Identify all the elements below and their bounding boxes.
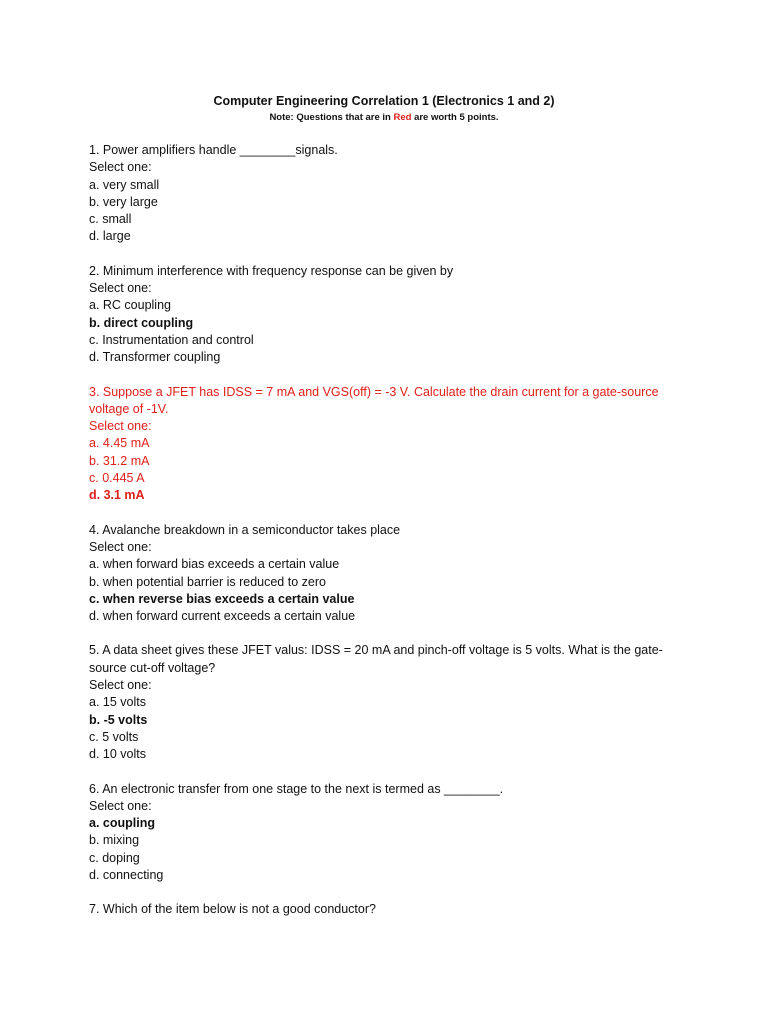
document-title: Computer Engineering Correlation 1 (Electronics 1 and 2)	[213, 94, 555, 108]
answer-option[interactable]: b. mixing	[89, 833, 140, 848]
question-5	[89, 642, 679, 763]
answer-option[interactable]: d. connecting	[89, 867, 164, 882]
answer-option[interactable]: b. -5 volts	[89, 712, 148, 727]
answer-option[interactable]: a. 4.45 mA	[89, 436, 150, 451]
select-one-label: Select one:	[89, 419, 152, 434]
select-one-label: Select one:	[89, 160, 152, 175]
note-prefix: Note: Questions that are in	[269, 112, 391, 123]
answer-option[interactable]: a. RC coupling	[89, 298, 171, 313]
answer-option[interactable]: c. 0.445 A	[89, 471, 145, 486]
answer-option[interactable]: c. when reverse bias exceeds a certain value	[89, 591, 355, 606]
answer-option[interactable]: b. very large	[89, 194, 158, 209]
document-note	[0, 112, 768, 123]
question-text: 4. Avalanche breakdown in a semiconductor takes place	[89, 522, 401, 537]
question-7	[89, 901, 679, 918]
question-text: 5. A data sheet gives these JFET valus: IDSS = 20 mA and pinch-off voltage is 5 volts. What is the gate-source cut-off voltage?	[89, 643, 663, 675]
answer-option[interactable]: a. when forward bias exceeds a certain value	[89, 557, 340, 572]
note-red-word: Red	[393, 112, 412, 123]
select-one-label: Select one:	[89, 678, 152, 693]
answer-option[interactable]: d. 3.1 mA	[89, 488, 145, 503]
answer-option[interactable]: d. 10 volts	[89, 747, 146, 762]
answer-option[interactable]: a. coupling	[89, 816, 155, 831]
question-2	[89, 263, 679, 367]
question-list	[89, 142, 679, 936]
question-text: 2. Minimum interference with frequency response can be given by	[89, 263, 454, 278]
question-3	[89, 384, 679, 505]
answer-option[interactable]: b. direct coupling	[89, 315, 194, 330]
answer-option[interactable]: c. 5 volts	[89, 729, 139, 744]
answer-option[interactable]: d. large	[89, 229, 131, 244]
select-one-label: Select one:	[89, 281, 152, 296]
answer-option[interactable]: a. 15 volts	[89, 695, 146, 710]
question-1	[89, 142, 679, 246]
answer-option[interactable]: c. Instrumentation and control	[89, 332, 254, 347]
answer-option[interactable]: d. Transformer coupling	[89, 350, 221, 365]
question-text: 6. An electronic transfer from one stage to the next is termed as ________.	[89, 781, 504, 796]
question-text: 7. Which of the item below is not a good conductor?	[89, 902, 376, 917]
select-one-label: Select one:	[89, 539, 152, 554]
question-text: 3. Suppose a JFET has IDSS = 7 mA and VGS(off) = -3 V. Calculate the drain current for a gate-source voltage of -1V.	[89, 384, 659, 416]
answer-option[interactable]: c. doping	[89, 850, 140, 865]
question-text: 1. Power amplifiers handle ________signals.	[89, 143, 338, 157]
answer-option[interactable]: b. 31.2 mA	[89, 453, 150, 468]
answer-option[interactable]: b. when potential barrier is reduced to zero	[89, 574, 326, 589]
question-4	[89, 522, 679, 626]
question-6	[89, 781, 679, 885]
answer-option[interactable]: d. when forward current exceeds a certain value	[89, 609, 356, 624]
answer-option[interactable]: a. very small	[89, 177, 160, 192]
answer-option[interactable]: c. small	[89, 212, 132, 227]
select-one-label: Select one:	[89, 798, 152, 813]
note-suffix: are worth 5 points.	[414, 112, 499, 123]
